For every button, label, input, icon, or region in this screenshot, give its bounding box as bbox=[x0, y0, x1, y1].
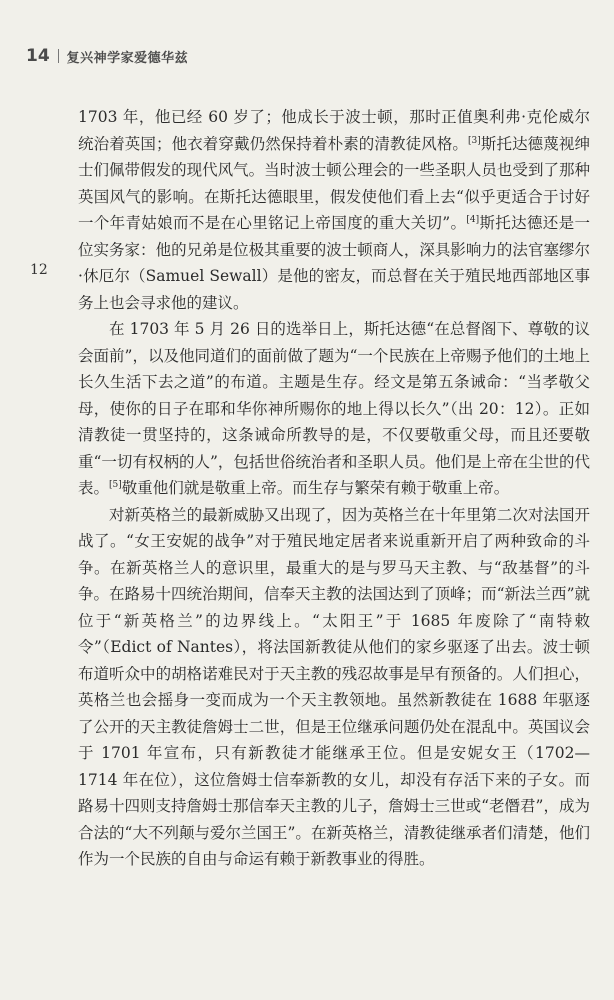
footnote-ref-4: [4] bbox=[466, 215, 480, 225]
running-header bbox=[26, 46, 188, 66]
paragraph-2 bbox=[78, 316, 590, 502]
footnote-ref-3: [3] bbox=[468, 135, 481, 146]
text-segment: 在 1703 年 5 月 26 日的选举日上，斯托达德“在总督阁下、尊敬的议会面前”，以及他同道们的面前做了题为“一个民族在上帝赐予他们的土地上长久生活下去之道”的布道。主题是生存。经文是第五条诫命：“当孝敬父母，使你的日子在耶和华你神所赐你的地上得以长久”（出 20：12）。正如清教徒一贯坚持的，这条诫命所教导的是，不仅要敬重父母，而且还要敬重“一切有权柄的人”，包括世俗统治者和圣职人员。他们是上帝在尘世的代表。 bbox=[78, 320, 590, 497]
text-segment: 斯托达德蔑视绅士们佩带假发的现代风气。当时波士顿公理会的一些圣职人员也受到了那种英国风气的影响。在斯托达德眼里，假发使他们看上去“似乎更适合于讨好一个年青姑娘而不是在心里铭记上帝国度的重大关切”。 bbox=[78, 134, 590, 232]
paragraph-1 bbox=[78, 104, 590, 316]
text-segment: 斯托达德还是一位实务家：他的兄弟是位极其重要的波士顿商人，深具影响力的法官塞缪尔·休厄尔（Samuel Sewall）是他的密友，而总督在关于殖民地西部地区事务上也会寻求他的建议。 bbox=[78, 214, 590, 312]
header-divider bbox=[58, 49, 59, 63]
margin-page-reference: 12 bbox=[30, 262, 48, 278]
paragraph-3 bbox=[78, 502, 590, 873]
page-number: 14 bbox=[26, 46, 50, 66]
body-text bbox=[78, 104, 590, 873]
book-title: 复兴神学家爱德华兹 bbox=[66, 50, 189, 66]
text-segment: 对新英格兰的最新威胁又出现了，因为英格兰在十年里第二次对法国开战了。“女王安妮的战争”对于殖民地定居者来说重新开启了两种致命的斗争。在新英格兰人的意识里，最重大的是与罗马天主教、与“敌基督”的斗争。在路易十四统治期间，信奉天主教的法国达到了顶峰；而“新法兰西”就位于“新英格兰”的边界线上。“太阳王”于 1685 年废除了“南特敕令”（Edict of Nantes），将法国新教徒从他们的家乡驱逐了出去。波士顿布道听众中的胡格诺难民对于天主教的残忍故事是早有预备的。人们担心，英格兰也会摇身一变而成为一个天主教领地。虽然新教徒在 1688 年驱逐了公开的天主教徒詹姆士二世，但是王位继承问题仍处在混乱中。英国议会于 1701 年宣布，只有新教徒才能继承王位。但是安妮女王（1702—1714 年在位），这位詹姆士信奉新教的女儿，却没有存活下来的子女。而路易十四则支持詹姆士那信奉天主教的儿子，詹姆士三世或“老僭君”，成为合法的“大不列颠与爱尔兰国王”。在新英格兰，清教徒继承者们清楚，他们作为一个民族的自由与命运有赖于新教事业的得胜。 bbox=[78, 505, 590, 868]
text-segment: 敬重他们就是敬重上帝。而生存与繁荣有赖于敬重上帝。 bbox=[121, 479, 510, 497]
text-segment: 1703 年，他已经 60 岁了；他成长于波士顿，那时正值奥利弗·克伦威尔统治着英国；他衣着穿戴仍然保持着朴素的清教徒风格。 bbox=[78, 108, 590, 153]
footnote-ref-5: [5] bbox=[109, 480, 122, 490]
